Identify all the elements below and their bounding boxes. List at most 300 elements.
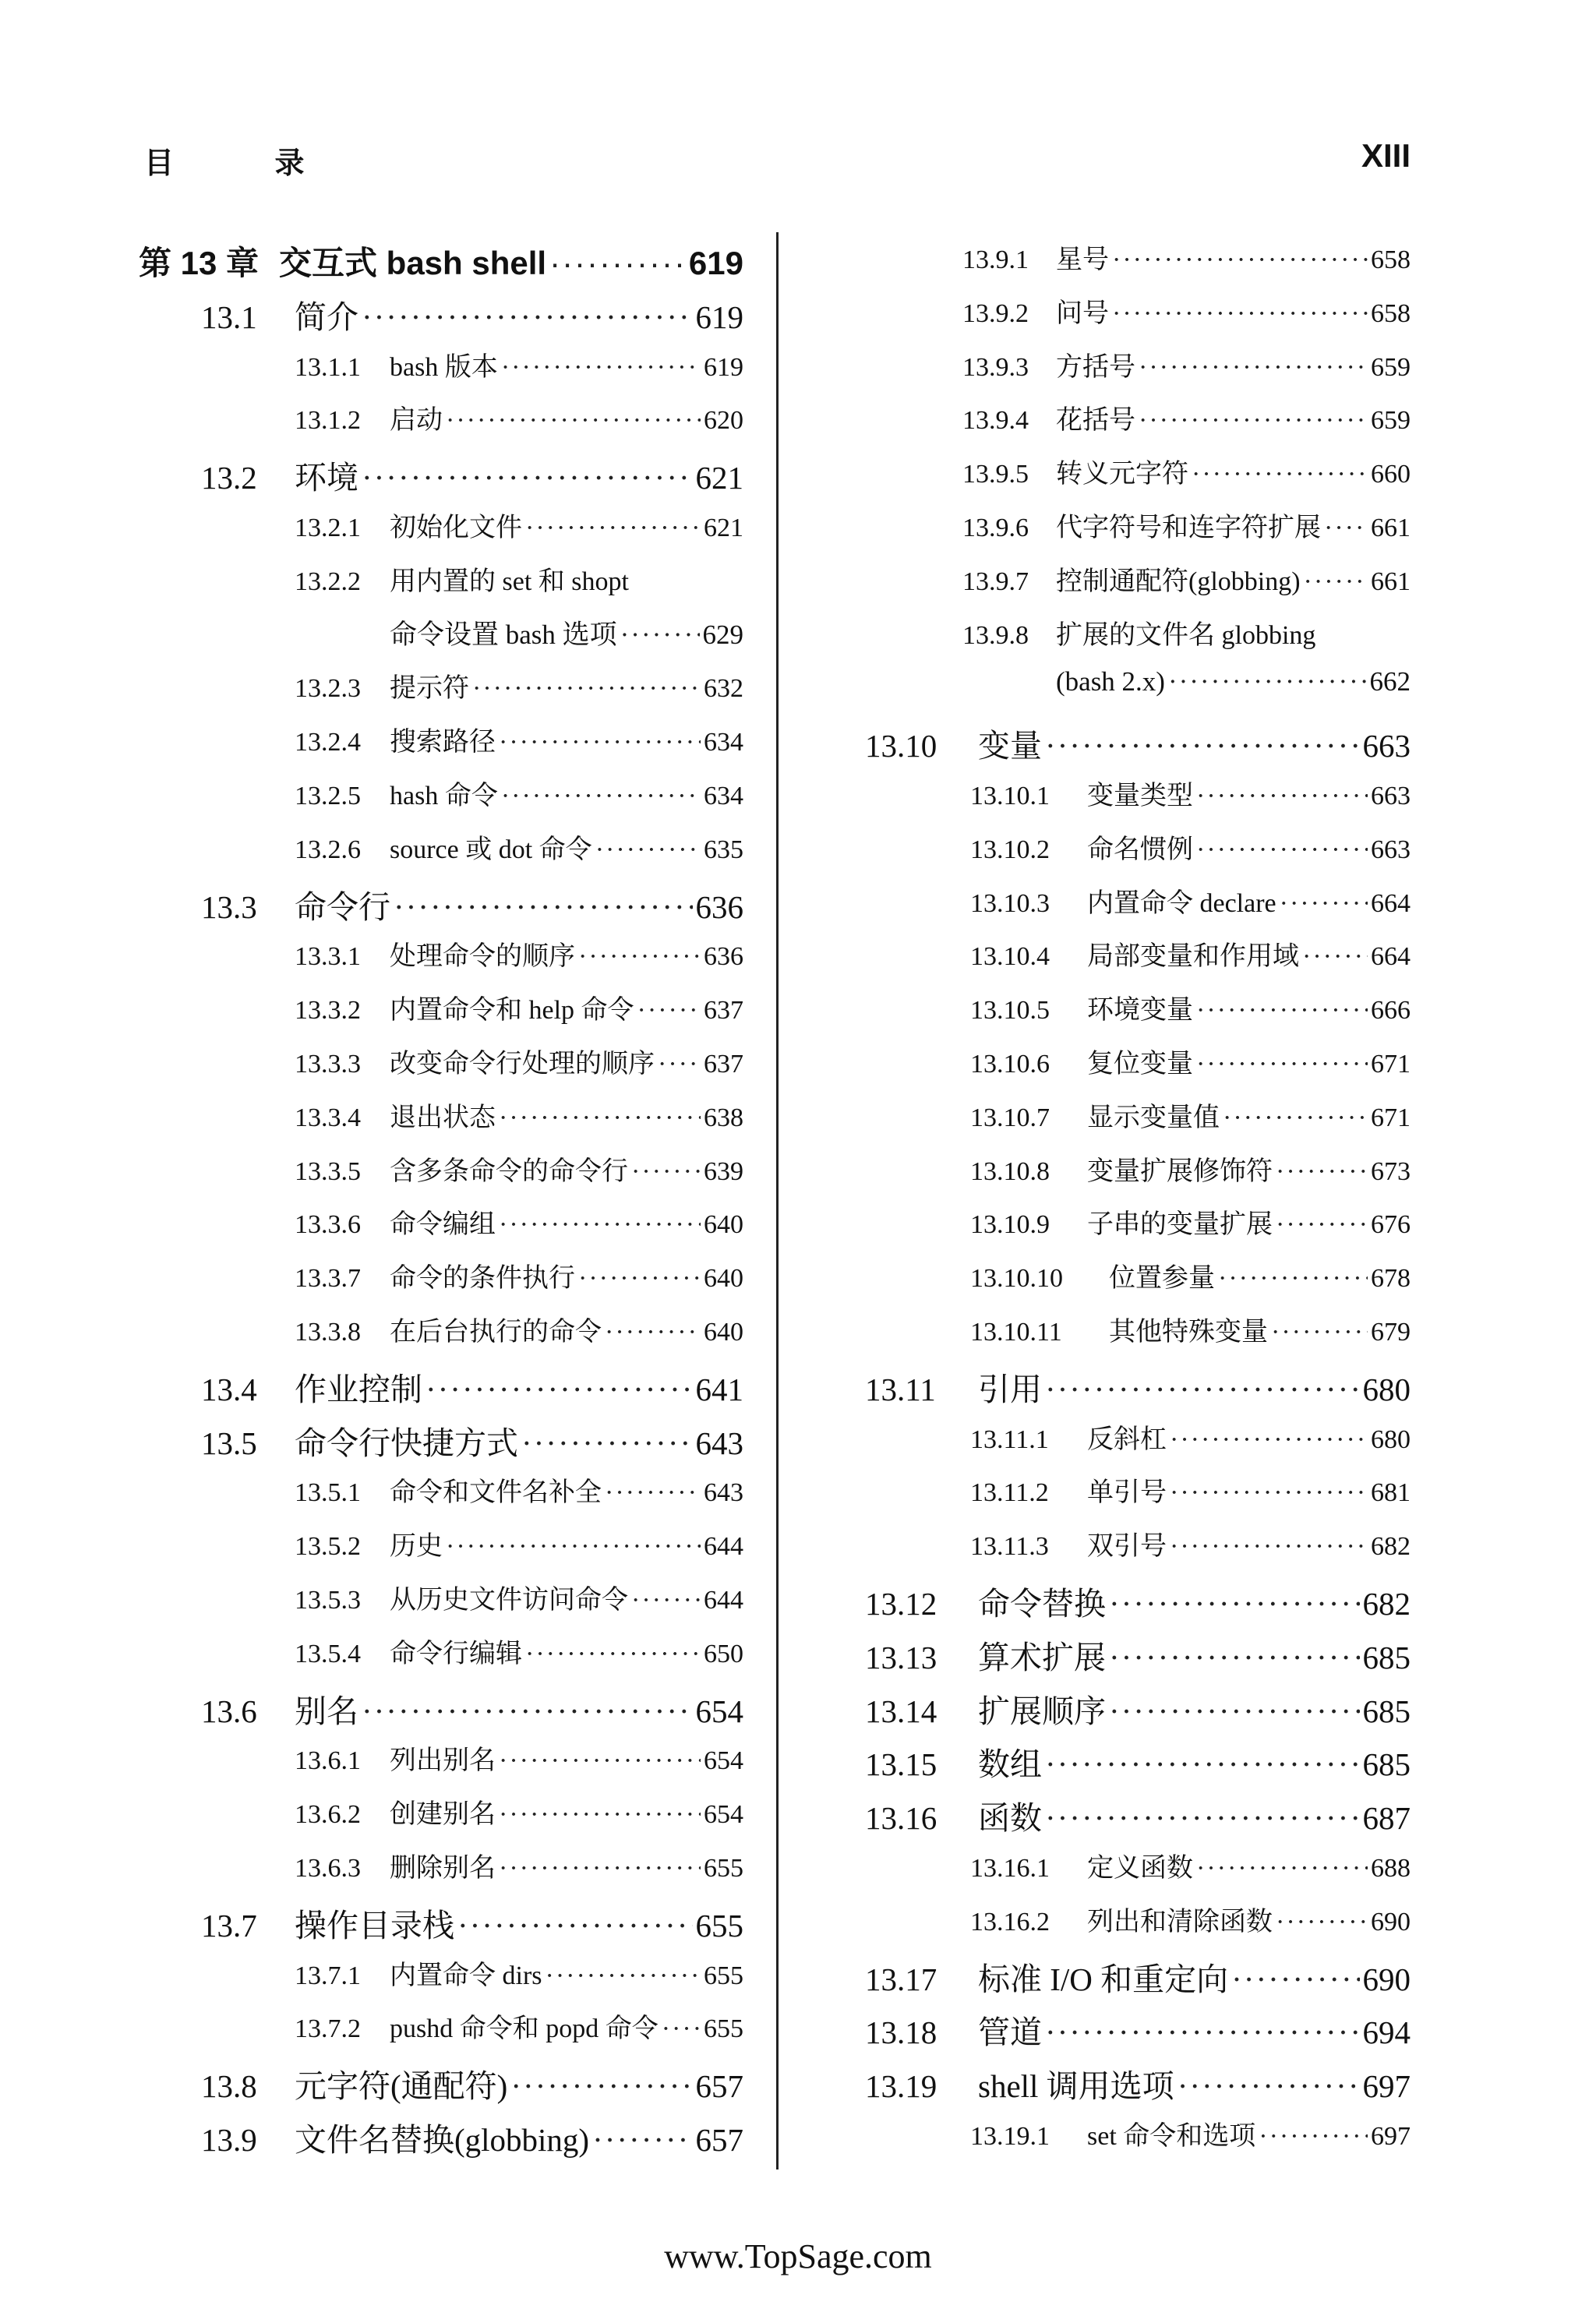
toc-entry-number: 13.10.5 [970, 996, 1050, 1026]
toc-dot-leader [499, 1854, 701, 1884]
toc-entry [139, 1954, 743, 2007]
toc-entry [139, 1470, 743, 1524]
toc-entry [865, 666, 1411, 720]
toc-entry-number: 第 13 章 [139, 245, 260, 281]
toc-entry [139, 291, 743, 345]
toc-entry-number: 13.17 [865, 1961, 937, 1997]
toc-entry-number: 13.5.2 [295, 1532, 361, 1562]
toc-entry [865, 398, 1411, 452]
toc-entry [139, 398, 743, 452]
toc-entry-title: 命名惯例 [1087, 835, 1193, 864]
toc-entry-title: 命令行快捷方式 [295, 1425, 518, 1461]
toc-dot-leader [1231, 1961, 1359, 1998]
toc-entry-number: 13.2.5 [295, 781, 361, 810]
toc-dot-leader [637, 996, 701, 1026]
toc-entry-page: 621 [704, 513, 743, 542]
toc-entry-number: 13.8 [201, 2068, 257, 2105]
toc-entry-title: 提示符 [390, 674, 469, 704]
toc-entry-title: 列出和清除函数 [1087, 1907, 1273, 1936]
toc-dot-leader [499, 1210, 701, 1240]
toc-dot-leader [549, 245, 686, 282]
toc-entry [865, 1470, 1411, 1524]
toc-entry [139, 345, 743, 399]
toc-dot-leader [525, 514, 701, 543]
toc-entry-title: 作业控制 [295, 1371, 422, 1407]
toc-entry-page: 663 [1371, 835, 1411, 864]
toc-entry-number: 13.3.4 [295, 1103, 361, 1132]
toc-dot-leader [1223, 1103, 1368, 1133]
toc-entry-title: 其他特殊变量 [1109, 1317, 1268, 1347]
toc-entry-number: 13.11 [865, 1371, 936, 1407]
toc-entry-page: 679 [1371, 1317, 1411, 1347]
toc-entry-page: 637 [704, 996, 743, 1026]
toc-entry [139, 828, 743, 881]
toc-entry-page: 643 [704, 1478, 743, 1508]
toc-entry-title: 反斜杠 [1087, 1425, 1167, 1454]
toc-dot-leader [472, 674, 701, 704]
toc-entry-number: 13.10.1 [970, 781, 1050, 810]
toc-entry-title: 别名 [295, 1693, 358, 1729]
toc-entry [865, 720, 1411, 774]
toc-entry-title: 命令的条件执行 [390, 1264, 575, 1294]
toc-entry-page: 661 [1371, 567, 1411, 596]
toc-entry-number: 13.1 [201, 298, 257, 335]
toc-entry-number: 13.2.1 [295, 513, 361, 542]
toc-entry-title: 命令替换 [978, 1585, 1106, 1622]
toc-entry-page: 685 [1362, 1693, 1411, 1729]
toc-dot-leader [1304, 567, 1368, 597]
toc-entry-number: 13.9.5 [962, 460, 1029, 489]
toc-entry [139, 988, 743, 1042]
toc-dot-leader [521, 1425, 693, 1462]
toc-dot-leader [662, 2014, 701, 2044]
toc-entry-page: 637 [704, 1049, 743, 1079]
toc-entry-title: 变量类型 [1087, 781, 1193, 810]
toc-entry-number: 13.3.2 [295, 996, 361, 1026]
toc-dot-leader [1196, 996, 1368, 1026]
toc-entry-number: 13.18 [865, 2014, 937, 2051]
toc-dot-leader [1196, 1854, 1368, 1884]
toc-entry-number: 13.4 [201, 1371, 257, 1407]
toc-entry-title: 操作目录栈 [295, 1907, 454, 1944]
toc-entry-title: 创建别名 [390, 1800, 496, 1830]
toc-entry-number: 13.10.3 [970, 888, 1050, 918]
toc-entry [865, 238, 1411, 291]
toc-column-left [139, 238, 743, 2168]
toc-entry [865, 1256, 1411, 1310]
toc-entry-title: hash 命令 [390, 781, 498, 810]
toc-entry-title: 变量扩展修饰符 [1087, 1156, 1273, 1186]
toc-entry-page: 641 [695, 1371, 743, 1407]
toc-entry-page: 640 [704, 1210, 743, 1240]
toc-dot-leader [1192, 460, 1368, 489]
toc-entry-page: 654 [695, 1693, 743, 1729]
toc-entry-page: 636 [704, 942, 743, 972]
toc-entry-title: 问号 [1056, 298, 1109, 328]
toc-dot-leader [501, 353, 701, 383]
toc-entry-page: 658 [1371, 245, 1411, 274]
toc-entry [139, 506, 743, 560]
toc-dot-leader [457, 1907, 693, 1944]
toc-entry [865, 2060, 1411, 2114]
toc-dot-leader [510, 2067, 692, 2105]
toc-entry-page: 635 [704, 835, 743, 864]
toc-entry-page: 680 [1362, 1371, 1411, 1407]
toc-dot-leader [546, 1961, 701, 1991]
toc-entry-title: 星号 [1056, 245, 1109, 274]
toc-entry-number: 13.3.5 [295, 1156, 361, 1186]
toc-entry-title: 列出别名 [390, 1746, 496, 1776]
toc-entry-page: 654 [704, 1746, 743, 1776]
toc-entry-title: 内置命令 dirs [390, 1961, 542, 1990]
toc-entry-number: 13.10.6 [970, 1049, 1050, 1079]
toc-dot-leader [1276, 1908, 1368, 1937]
toc-entry [139, 720, 743, 774]
toc-entry-title: 从历史文件访问命令 [390, 1585, 628, 1615]
toc-entry-title: 双引号 [1087, 1532, 1167, 1562]
toc-dot-leader [1178, 2067, 1360, 2105]
toc-entry-page: 640 [704, 1264, 743, 1294]
toc-entry-page: 666 [1371, 996, 1411, 1026]
toc-entry-number: 13.5.3 [295, 1585, 361, 1615]
toc-entry-number: 13.10.10 [970, 1264, 1063, 1294]
toc-entry-title: 启动 [390, 406, 443, 436]
toc-entry-title: 文件名替换(globbing) [295, 2121, 590, 2158]
toc-entry-page: 685 [1362, 1746, 1411, 1783]
toc-entry-number: 13.2 [201, 460, 257, 496]
toc-entry-number: 13.2.3 [295, 674, 361, 704]
toc-dot-leader [499, 1800, 701, 1830]
toc-entry-title: 处理命令的顺序 [390, 942, 575, 972]
toc-entry [139, 1739, 743, 1792]
toc-dot-leader [1045, 2014, 1360, 2051]
toc-entry [865, 1846, 1411, 1900]
toc-entry-page: 682 [1362, 1585, 1411, 1622]
toc-entry [865, 881, 1411, 935]
running-header-title: 目 录 [144, 147, 351, 180]
toc-entry [139, 1042, 743, 1096]
toc-entry-number: 13.2.6 [295, 835, 361, 864]
toc-entry [865, 988, 1411, 1042]
toc-entry [865, 1739, 1411, 1792]
toc-entry-title: 用内置的 set 和 shopt [390, 567, 629, 596]
toc-dot-leader [362, 298, 693, 336]
toc-entry-title: 算术扩展 [978, 1639, 1106, 1675]
toc-dot-leader [425, 1371, 693, 1408]
toc-entry-page: 671 [1371, 1103, 1411, 1132]
toc-entry-title: 转义元字符 [1056, 460, 1188, 489]
toc-entry [865, 506, 1411, 560]
toc-dot-leader [1271, 1318, 1368, 1347]
toc-dot-leader [578, 1264, 701, 1294]
toc-dot-leader [1170, 1425, 1368, 1455]
toc-entry [865, 291, 1411, 345]
toc-dot-leader [595, 835, 701, 865]
toc-entry-page: 619 [695, 298, 743, 335]
toc-entry-number: 13.6.1 [295, 1746, 361, 1776]
toc-entry [139, 1202, 743, 1256]
toc-entry-title: source 或 dot 命令 [390, 835, 592, 864]
toc-entry-page: 655 [704, 1961, 743, 1990]
toc-entry-page: 671 [1371, 1049, 1411, 1079]
toc-entry [139, 1364, 743, 1417]
toc-entry-number: 13.12 [865, 1585, 937, 1622]
toc-entry [865, 613, 1411, 667]
toc-entry [865, 1042, 1411, 1096]
toc-entry-number: 13.9.1 [962, 245, 1029, 274]
toc-entry-title: 控制通配符(globbing) [1056, 567, 1301, 596]
toc-dot-leader [1109, 1585, 1360, 1622]
toc-entry-title: 花括号 [1056, 406, 1135, 436]
toc-dot-leader [1218, 1264, 1368, 1294]
toc-column-right [865, 238, 1411, 2168]
toc-entry-page: 650 [704, 1639, 743, 1668]
toc-entry-title: 子串的变量扩展 [1087, 1210, 1273, 1240]
toc-entry [865, 1364, 1411, 1417]
toc-entry-number: 13.3.6 [295, 1210, 361, 1240]
toc-dot-leader [525, 1640, 701, 1669]
toc-entry [865, 1417, 1411, 1471]
toc-entry-page: 655 [704, 1853, 743, 1883]
toc-entry-title: 命令行 [295, 888, 390, 925]
toc-entry [865, 560, 1411, 613]
toc-entry [139, 1256, 743, 1310]
toc-entry-number: 13.11.2 [970, 1478, 1049, 1508]
toc-entry-page: 638 [704, 1103, 743, 1132]
toc-entry [139, 1524, 743, 1578]
toc-entry-number: 13.2.4 [295, 728, 361, 757]
toc-entry-title: 函数 [978, 1800, 1042, 1837]
toc-entry [865, 1524, 1411, 1578]
toc-entry-page: 664 [1371, 942, 1411, 972]
toc-entry-page: 690 [1371, 1907, 1411, 1936]
toc-entry-number: 13.10.11 [970, 1317, 1062, 1347]
toc-entry-number: 13.3 [201, 888, 257, 925]
toc-dot-leader [1324, 514, 1368, 543]
toc-dot-leader [1170, 1478, 1368, 1508]
toc-dot-leader [499, 1103, 701, 1133]
toc-entry-title: shell 调用选项 [978, 2068, 1174, 2105]
toc-entry [139, 1149, 743, 1203]
toc-entry-page: 688 [1371, 1853, 1411, 1883]
page-number-roman: XIII [1361, 137, 1411, 174]
toc-entry-page: 654 [704, 1800, 743, 1830]
toc-dot-leader [631, 1157, 701, 1187]
toc-dot-leader [1109, 1639, 1360, 1676]
toc-entry [139, 2114, 743, 2168]
toc-entry [865, 1202, 1411, 1256]
toc-entry-page: 620 [704, 406, 743, 436]
toc-entry-number: 13.9.6 [962, 513, 1029, 542]
toc-dot-leader [1170, 1532, 1368, 1562]
toc-entry [139, 1096, 743, 1149]
toc-entry-title: 命令编组 [390, 1210, 496, 1240]
toc-entry-number: 13.3.1 [295, 942, 361, 972]
toc-dot-leader [620, 620, 700, 651]
toc-entry-title: 命令和文件名补全 [390, 1478, 602, 1508]
toc-entry [139, 1632, 743, 1686]
toc-entry-number: 13.19.1 [970, 2121, 1050, 2151]
toc-dot-leader [1276, 1157, 1368, 1187]
toc-dot-leader [605, 1318, 701, 1347]
toc-entry-number: 13.10 [865, 728, 937, 764]
toc-entry-page: 658 [1371, 298, 1411, 328]
toc-entry [139, 1792, 743, 1846]
toc-entry-title: 改变命令行处理的顺序 [390, 1049, 655, 1079]
toc-entry-number: 13.3.8 [295, 1317, 361, 1347]
toc-dot-leader [605, 1478, 701, 1508]
toc-entry [865, 1632, 1411, 1686]
toc-entry-title: 定义函数 [1087, 1853, 1193, 1883]
toc-dot-leader [1045, 1799, 1360, 1837]
toc-entry-number: 13.16 [865, 1800, 937, 1837]
toc-entry-title: 变量 [978, 728, 1042, 764]
toc-entry-page: 644 [704, 1585, 743, 1615]
toc-entry-number: 13.9.2 [962, 298, 1029, 328]
toc-entry-number: 13.10.7 [970, 1103, 1050, 1132]
toc-entry-number: 13.11.1 [970, 1425, 1049, 1454]
toc-entry-title: 初始化文件 [390, 513, 522, 542]
toc-dot-leader [1045, 1371, 1360, 1408]
toc-entry-number: 13.5.4 [295, 1639, 361, 1668]
toc-entry [139, 666, 743, 720]
toc-entry-page: 663 [1371, 781, 1411, 810]
toc-dot-leader [1112, 245, 1368, 275]
toc-entry [865, 2007, 1411, 2060]
toc-entry-page: 655 [695, 1907, 743, 1944]
toc-entry-page: 621 [695, 460, 743, 496]
toc-entry-page: 663 [1362, 728, 1411, 764]
toc-entry-title: 内置命令 declare [1087, 888, 1276, 918]
toc-entry [139, 238, 743, 291]
toc-entry-title: set 命令和选项 [1087, 2121, 1256, 2151]
toc-entry-title: 引用 [978, 1371, 1042, 1407]
toc-entry-title: 内置命令和 help 命令 [390, 996, 634, 1026]
toc-entry-title: 位置参量 [1109, 1264, 1215, 1294]
toc-entry-title: 删除别名 [390, 1853, 496, 1883]
toc-entry [865, 1686, 1411, 1739]
toc-entry [865, 1096, 1411, 1149]
toc-entry [139, 613, 743, 667]
toc-dot-leader [394, 888, 693, 926]
toc-entry [865, 1310, 1411, 1364]
toc-entry [865, 1149, 1411, 1203]
toc-entry-page: 678 [1371, 1264, 1411, 1294]
toc-entry-page: 682 [1371, 1532, 1411, 1562]
toc-entry-page: 662 [1369, 666, 1411, 697]
toc-dot-leader [499, 728, 701, 757]
toc-entry [865, 2114, 1411, 2168]
toc-entry [865, 345, 1411, 399]
toc-dot-leader [631, 1586, 701, 1615]
toc-entry-number: 13.6.3 [295, 1853, 361, 1883]
toc-dot-leader [501, 782, 701, 811]
toc-entry [865, 452, 1411, 506]
toc-dot-leader [362, 1693, 693, 1730]
toc-entry-page: 636 [695, 888, 743, 925]
toc-dot-leader [1112, 299, 1368, 329]
toc-entry-page: 659 [1371, 406, 1411, 436]
toc-entry-title: 历史 [390, 1532, 443, 1562]
toc-entry-page: 619 [688, 245, 743, 281]
toc-entry-title: 扩展顺序 [978, 1693, 1106, 1729]
toc-entry-page: 687 [1362, 1800, 1411, 1837]
toc-entry-page: 661 [1371, 513, 1411, 542]
toc-entry-number: 13.9.7 [962, 567, 1029, 596]
toc-entry-number: 13.9.4 [962, 406, 1029, 436]
toc-entry [139, 774, 743, 828]
toc-entry-title: 命令设置 bash 选项 [390, 619, 617, 650]
toc-entry-number: 13.10.2 [970, 835, 1050, 864]
toc-entry-page: 694 [1362, 2014, 1411, 2051]
toc-entry-number: 13.9 [201, 2121, 257, 2158]
toc-entry-page: 639 [704, 1156, 743, 1186]
toc-entry-title: 扩展的文件名 globbing [1056, 620, 1316, 650]
toc-entry-page: 619 [704, 352, 743, 382]
toc-entry-number: 13.19 [865, 2068, 937, 2105]
toc-entry-title: bash 版本 [390, 352, 498, 382]
toc-dot-leader [1045, 1746, 1360, 1783]
toc-entry-title: 方括号 [1056, 352, 1135, 382]
toc-entry-title: 交互式 bash shell [279, 245, 547, 281]
toc-entry-page: 697 [1362, 2068, 1411, 2105]
toc-dot-leader [592, 2121, 692, 2159]
toc-dot-leader [1139, 353, 1368, 383]
footer-url: www.TopSage.com [664, 2237, 932, 2275]
toc-entry-number: 13.7.2 [295, 2014, 361, 2044]
toc-entry-number: 13.16.1 [970, 1853, 1050, 1883]
toc-dot-leader [362, 459, 693, 496]
toc-entry-title: 代字符号和连字符扩展 [1056, 513, 1321, 542]
toc-entry [139, 2060, 743, 2114]
toc-entry-page: 676 [1371, 1210, 1411, 1240]
toc-entry-number: 13.2.2 [295, 567, 361, 596]
toc-entry-number: 13.1.1 [295, 352, 361, 382]
toc-dot-leader [1276, 1210, 1368, 1240]
toc-entry-title: 在后台执行的命令 [390, 1317, 602, 1347]
toc-entry-number: 13.5 [201, 1425, 257, 1461]
toc-entry-page: 660 [1371, 460, 1411, 489]
toc-entry-page: 657 [695, 2121, 743, 2158]
toc-entry-page: 697 [1371, 2121, 1411, 2151]
toc-entry-page: 655 [704, 2014, 743, 2044]
toc-entry-page: 632 [704, 674, 743, 704]
toc-entry-title: 简介 [295, 298, 358, 335]
toc-entry-title: pushd 命令和 popd 命令 [390, 2014, 659, 2044]
toc-entry-number: 13.16.2 [970, 1907, 1050, 1936]
toc-entry-number: 13.10.4 [970, 942, 1050, 972]
toc-dot-leader [1196, 1050, 1368, 1079]
toc-entry-number: 13.14 [865, 1693, 937, 1729]
toc-entry-title: 局部变量和作用域 [1087, 942, 1299, 972]
toc-entry-number: 13.6 [201, 1693, 257, 1729]
toc-entry-number: 13.13 [865, 1639, 937, 1675]
column-divider [776, 232, 779, 2169]
toc-entry [139, 1900, 743, 1954]
toc-entry-page: 673 [1371, 1156, 1411, 1186]
toc-dot-leader [1259, 2122, 1368, 2152]
toc-entry-title: 显示变量值 [1087, 1103, 1220, 1132]
toc-dot-leader [1168, 666, 1367, 697]
toc-entry-title: 单引号 [1087, 1478, 1167, 1508]
toc-entry-page: 681 [1371, 1478, 1411, 1508]
toc-entry-page: 685 [1362, 1639, 1411, 1675]
toc-entry [865, 934, 1411, 988]
toc-dot-leader [446, 406, 701, 436]
toc-entry [865, 828, 1411, 881]
toc-entry-title: 退出状态 [390, 1103, 496, 1132]
toc-entry-title: 数组 [978, 1746, 1042, 1783]
